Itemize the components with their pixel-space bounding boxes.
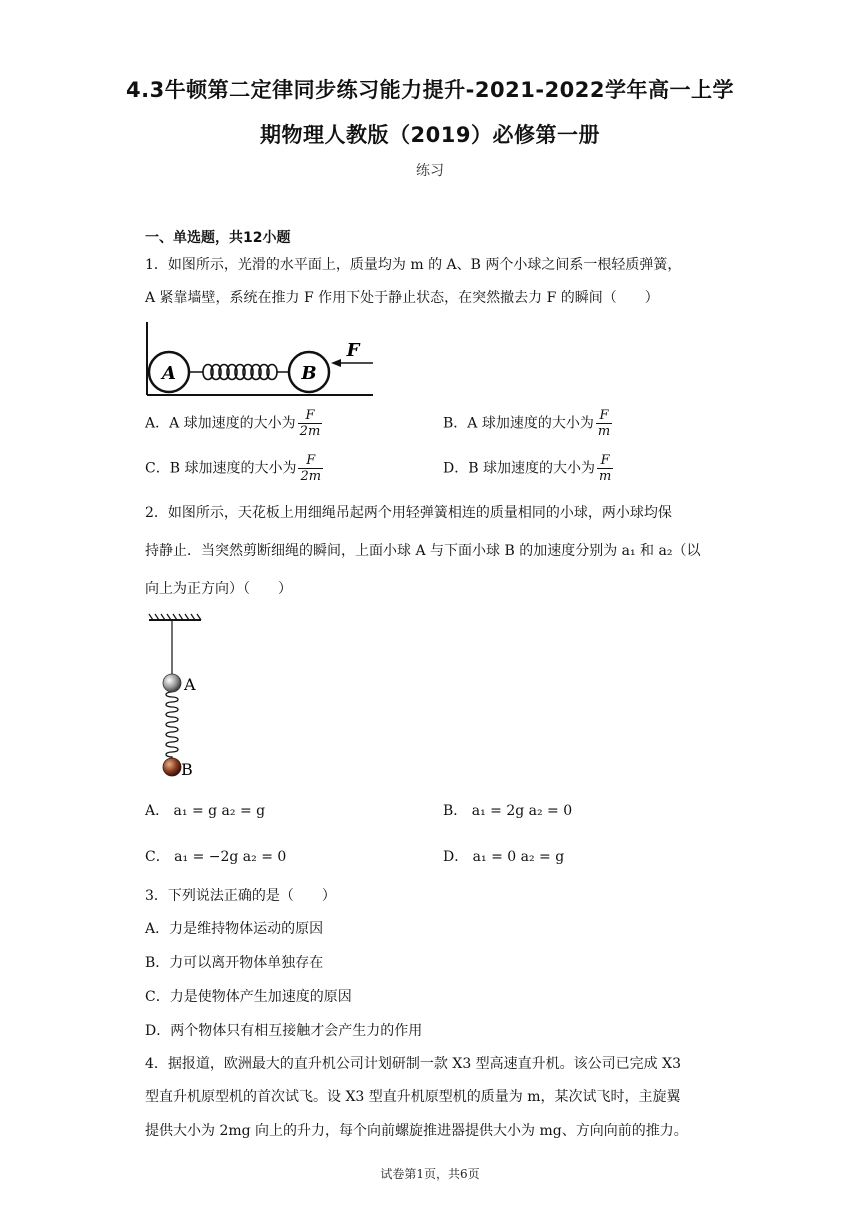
q1-option-a-text: A．A 球加速度的大小为 [145, 415, 296, 432]
q3-option-b[interactable]: B．力可以离开物体单独存在 [145, 955, 324, 971]
document-subtitle: 练习 [416, 163, 444, 179]
q2-ball-b-label: B [181, 760, 193, 779]
section-heading: 一、单选题，共12小题 [145, 230, 291, 246]
q1-option-d-text: D．B 球加速度的大小为 [443, 460, 595, 477]
q1-spring-figure [145, 322, 377, 398]
q2-ball-a [163, 674, 181, 692]
document-title-line1: 4.3牛顿第二定律同步练习能力提升-2021-2022学年高一上学 [125, 78, 735, 102]
q4-stem-line2: 型直升机原型机的首次试飞。设 X3 型直升机原型机的质量为 m，某次试飞时，主旋翼 [145, 1089, 681, 1105]
q1-option-c-text: C．B 球加速度的大小为 [145, 460, 297, 477]
q1-option-b[interactable] [443, 408, 612, 439]
q1-option-a[interactable] [145, 408, 322, 439]
q1-stem-line1: 1．如图所示，光滑的水平面上，质量均为 m 的 A、B 两个小球之间系一根轻质弹簧， [145, 257, 682, 273]
q2-option-b[interactable]: B． a₁ = 2g a₂ = 0 [443, 803, 573, 819]
document-title-line2: 期物理人教版（2019）必修第一册 [260, 123, 600, 147]
q1-option-d-fraction: $\frac{F}{m}$ [598, 453, 612, 484]
q2-stem-line3: 向上为正方向）（ ） [145, 581, 292, 597]
q2-ball-a-label: A [184, 675, 196, 694]
page-footer: 试卷第1页，共6页 [380, 1167, 480, 1181]
q1-force-label: F [346, 340, 360, 361]
q3-option-c[interactable]: C．力是使物体产生加速度的原因 [145, 989, 352, 1005]
q1-ball-b-label: B [301, 363, 317, 384]
q1-option-d[interactable] [443, 453, 613, 484]
q3-option-d[interactable]: D．两个物体只有相互接触才会产生力的作用 [145, 1023, 423, 1039]
q2-ball-b [163, 758, 181, 776]
q2-option-c[interactable]: C． a₁ = −2g a₂ = 0 [145, 849, 287, 865]
q1-option-c-fraction: $\frac{F}{2m}$ [300, 453, 322, 484]
q3-stem: 3．下列说法正确的是（ ） [145, 888, 336, 904]
q2-stem-line2: 持静止．当突然剪断细绳的瞬间，上面小球 A 与下面小球 B 的加速度分别为 a₁ 和 a₂（以 [145, 543, 701, 559]
q2-spring [166, 692, 178, 760]
q1-spring [189, 365, 289, 380]
q1-option-c[interactable] [145, 453, 323, 484]
q1-stem-line2: A 紧靠墙壁，系统在推力 F 作用下处于静止状态，在突然撤去力 F 的瞬间（ ） [145, 290, 659, 306]
q4-stem-line3: 提供大小为 2mg 向上的升力，每个向前螺旋推进器提供大小为 mg、方向向前的推力。 [145, 1123, 688, 1139]
q1-option-b-text: B．A 球加速度的大小为 [443, 415, 594, 432]
q2-option-a[interactable]: A． a₁ = g a₂ = g [145, 803, 266, 819]
q3-option-a[interactable]: A．力是维持物体运动的原因 [145, 921, 324, 937]
q1-option-b-fraction: $\frac{F}{m}$ [597, 408, 611, 439]
q2-hanging-figure [145, 612, 215, 782]
q2-option-d[interactable]: D． a₁ = 0 a₂ = g [443, 849, 565, 865]
q2-stem-line1: 2．如图所示，天花板上用细绳吊起两个用轻弹簧相连的质量相同的小球，两小球均保 [145, 505, 672, 521]
q4-stem-line1: 4．据报道，欧洲最大的直升机公司计划研制一款 X3 型高速直升机。该公司已完成 X3 [145, 1056, 682, 1072]
q1-option-a-fraction: $\frac{F}{2m}$ [299, 408, 321, 439]
q1-ball-a-label: A [162, 363, 176, 384]
